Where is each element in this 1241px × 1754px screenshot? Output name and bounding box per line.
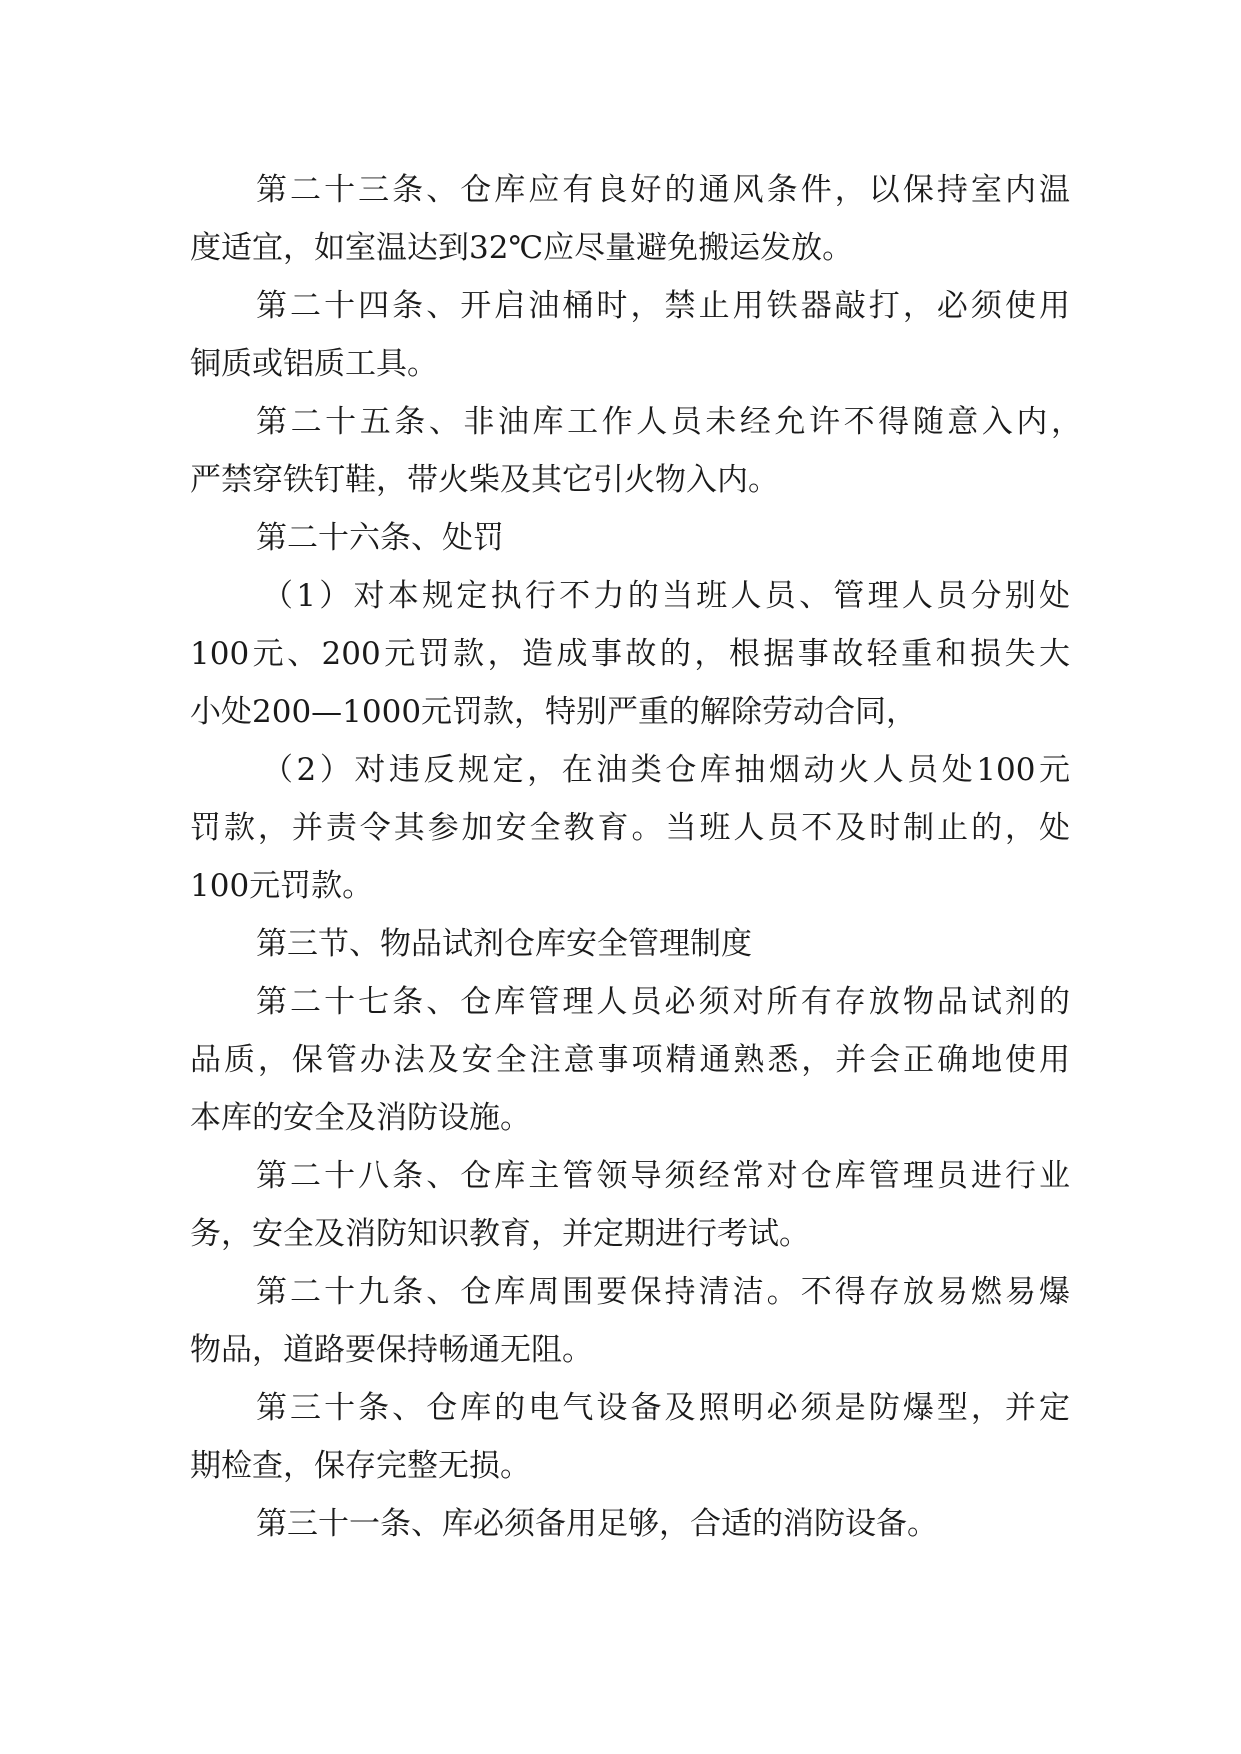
- paragraph-line: 第三十一条、库必须备用足够，合适的消防设备。: [256, 1506, 938, 1542]
- paragraph-line: 期检查，保存完整无损。: [190, 1448, 531, 1484]
- section-heading: 第二十六条、处罚: [256, 520, 504, 556]
- paragraph-line: 100元、200元罚款，造成事故的，根据事故轻重和损失大: [190, 636, 1070, 672]
- paragraph-line: 罚款，并责令其参加安全教育。当班人员不及时制止的，处: [190, 810, 1070, 846]
- paragraph-line: 务，安全及消防知识教育，并定期进行考试。: [190, 1216, 810, 1252]
- paragraph-line: 第二十九条、仓库周围要保持清洁。不得存放易燃易爆: [256, 1274, 1070, 1310]
- paragraph-line: 铜质或铝质工具。: [190, 346, 438, 382]
- paragraph-line: （2）对违反规定，在油类仓库抽烟动火人员处100元: [262, 752, 1070, 788]
- paragraph-line: 本库的安全及消防设施。: [190, 1100, 531, 1136]
- paragraph-line: 第二十八条、仓库主管领导须经常对仓库管理员进行业: [256, 1158, 1070, 1194]
- paragraph-line: 小处200—1000元罚款，特别严重的解除劳动合同，: [190, 694, 918, 730]
- paragraph-line: 100元罚款。: [190, 868, 374, 904]
- paragraph-line: 严禁穿铁钉鞋，带火柴及其它引火物入内。: [190, 462, 779, 498]
- paragraph-line: 度适宜，如室温达到32℃应尽量避免搬运发放。: [190, 230, 854, 266]
- paragraph-line: 物品，道路要保持畅通无阻。: [190, 1332, 593, 1368]
- section-heading: 第三节、物品试剂仓库安全管理制度: [256, 926, 752, 962]
- paragraph-line: 第二十三条、仓库应有良好的通风条件，以保持室内温: [256, 172, 1070, 208]
- paragraph-line: 第二十七条、仓库管理人员必须对所有存放物品试剂的: [256, 984, 1070, 1020]
- paragraph-line: 品质，保管办法及安全注意事项精通熟悉，并会正确地使用: [190, 1042, 1070, 1078]
- paragraph-line: 第二十四条、开启油桶时，禁止用铁器敲打，必须使用: [256, 288, 1070, 324]
- paragraph-line: （1）对本规定执行不力的当班人员、管理人员分别处: [262, 578, 1070, 614]
- paragraph-line: 第二十五条、非油库工作人员未经允许不得随意入内，: [256, 404, 1082, 440]
- paragraph-line: 第三十条、仓库的电气设备及照明必须是防爆型，并定: [256, 1390, 1070, 1426]
